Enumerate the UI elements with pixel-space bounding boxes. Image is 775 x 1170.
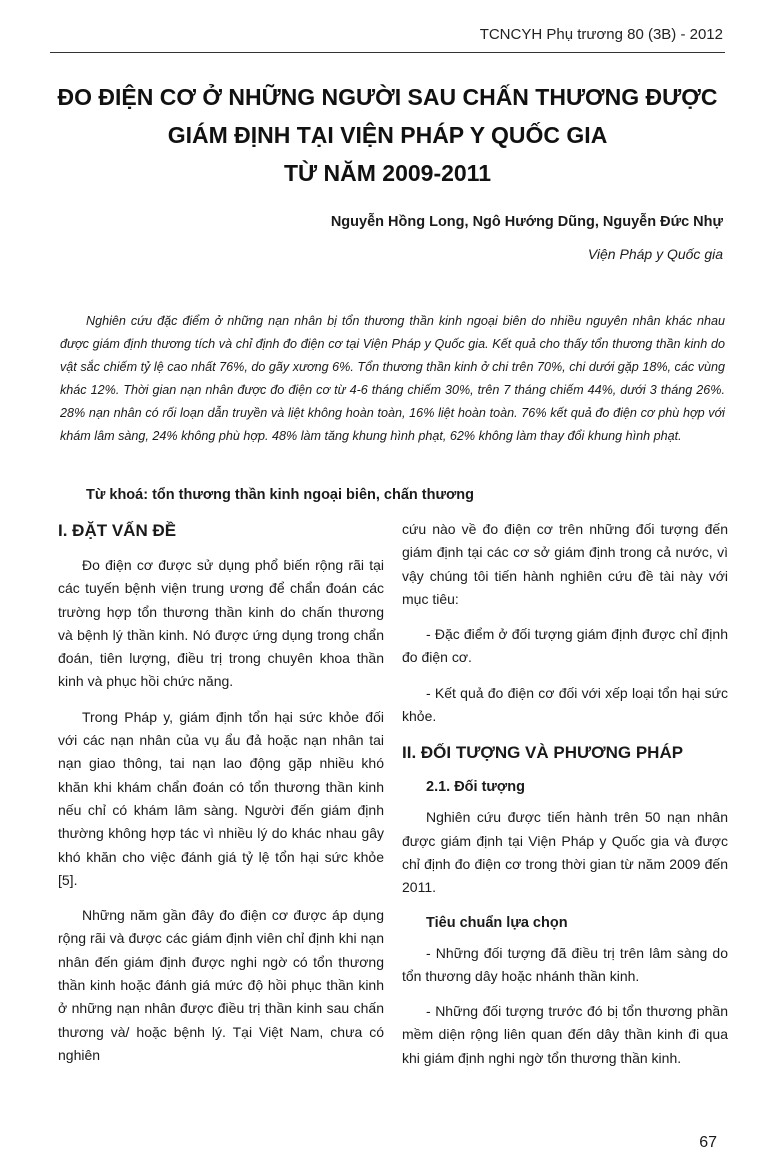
- left-column: [58, 518, 384, 1079]
- title-line-2: GIÁM ĐỊNH TẠI VIỆN PHÁP Y QUỐC GIA: [167, 122, 608, 148]
- keywords: Từ khoá: tổn thương thần kinh ngoại biên, chấn thương: [86, 487, 475, 503]
- right-column: [402, 518, 728, 1082]
- criterion-item: - Những đối tượng đã điều trị trên lâm sàng do tổn thương dây hoặc nhánh thần kinh.: [402, 944, 728, 984]
- paragraph: Trong Pháp y, giám định tổn hại sức khỏe đối với các nạn nhân của vụ ẩu đả hoặc nạn nhân tai nạn giao thông, tai nạn lao động gặp nhiều khó khăn khi khám chẩn đoán có tổn thương thần kinh nếu chỉ có khám lâm sàng. Người đến giám định thường không hợp tác vì nhiều lý do khác nhau gây khó khăn cho việc đánh giá tỷ lệ tổn hại sức khỏe [5].: [58, 708, 384, 888]
- paragraph: Những năm gần đây đo điện cơ được áp dụng rộng rãi và được các giám định viên chỉ định khi nạn nhân đến giám định được nghi ngờ có tổn thương thần kinh hoặc đánh giá mức độ hồi phục thần kinh ở những nạn nhân được điều trị thần kinh sau chấn thương và/ hoặc bệnh lý. Tại Việt Nam, chưa có nghiên: [58, 907, 384, 1063]
- criteria-heading: Tiêu chuẩn lựa chọn: [426, 914, 568, 931]
- abstract: [60, 310, 725, 448]
- header-rule: [50, 52, 725, 53]
- paragraph: Nghiên cứu được tiến hành trên 50 nạn nhân được giám định tại Viện Pháp y Quốc gia và được chỉ định đo điện cơ trong thời gian từ năm 2009 đến 2011.: [402, 809, 728, 896]
- paragraph: Đo điện cơ được sử dụng phổ biến rộng rãi tại các tuyến bệnh viện trung ương để chẩn đoán các trường hợp tổn thương thần kinh do chấn thương và bệnh lý thần kinh. Nó được ứng dụng trong chẩn đoán, tiên lượng, điều trị trong chuyên khoa thần kinh và phục hồi chức năng.: [58, 557, 384, 690]
- section-heading-introduction: I. ĐẶT VẤN ĐỀ: [58, 521, 177, 540]
- subsection-heading-subjects: 2.1. Đối tượng: [426, 779, 525, 796]
- article-title: [40, 78, 735, 192]
- page-number: 67: [699, 1134, 717, 1151]
- objective-item: - Kết quả đo điện cơ đối với xếp loại tổn hại sức khỏe.: [402, 684, 728, 725]
- criterion-item: - Những đối tượng trước đó bị tổn thương phần mềm diện rộng liên quan đến dây thần kinh đi qua khi giám định nghi ngờ tổn thương thần kinh.: [402, 1003, 728, 1066]
- title-line-3: TỪ NĂM 2009-2011: [283, 160, 491, 186]
- authors: Nguyễn Hồng Long, Ngô Hướng Dũng, Nguyễn Đức Nhự: [330, 214, 723, 230]
- running-header: TCNCYH Phụ trương 80 (3B) - 2012: [479, 26, 723, 43]
- abstract-text: Nghiên cứu đặc điểm ở những nạn nhân bị tổn thương thần kinh ngoại biên do nhiều nguyên nhân khác nhau được giám định thương tích và chỉ định đo điện cơ tại Viện Pháp y Quốc gia. Kết quả cho thấy tổn thương thần kinh do vật sắc chiếm tỷ lệ cao nhất 76%, do gãy xương 6%. Tổn thương thần kinh ở chi trên 70%, chi dưới gặp 18%, các vùng khác 12%. Thời gian nạn nhân được đo điện cơ từ 4-6 tháng chiếm 30%, trên 7 tháng chiếm 44%, dưới 3 tháng 26%. 28% nạn nhân có rối loạn dẫn truyền và liệt không hoàn toàn, 16% liệt hoàn toàn. 76% kết quả đo điện cơ phù hợp với khám lâm sàng, 24% không phù hợp. 48% làm tăng khung hình phạt, 62% không làm thay đổi khung hình phạt.: [60, 314, 725, 443]
- objective-item: - Đặc điểm ở đối tượng giám định được chỉ định đo điện cơ.: [402, 626, 728, 666]
- paragraph-continued: cứu nào về đo điện cơ trên những đối tượng đến giám định tại các cơ sở giám định trong cả nước, vì vậy chúng tôi tiến hành nghiên cứu đề tài này với mục tiêu:: [402, 521, 728, 607]
- affiliation: Viện Pháp y Quốc gia: [587, 246, 723, 262]
- section-heading-methods: II. ĐỐI TƯỢNG VÀ PHƯƠNG PHÁP: [402, 743, 684, 763]
- title-line-1: ĐO ĐIỆN CƠ Ở NHỮNG NGƯỜI SAU CHẤN THƯƠNG ĐƯỢC: [57, 84, 718, 110]
